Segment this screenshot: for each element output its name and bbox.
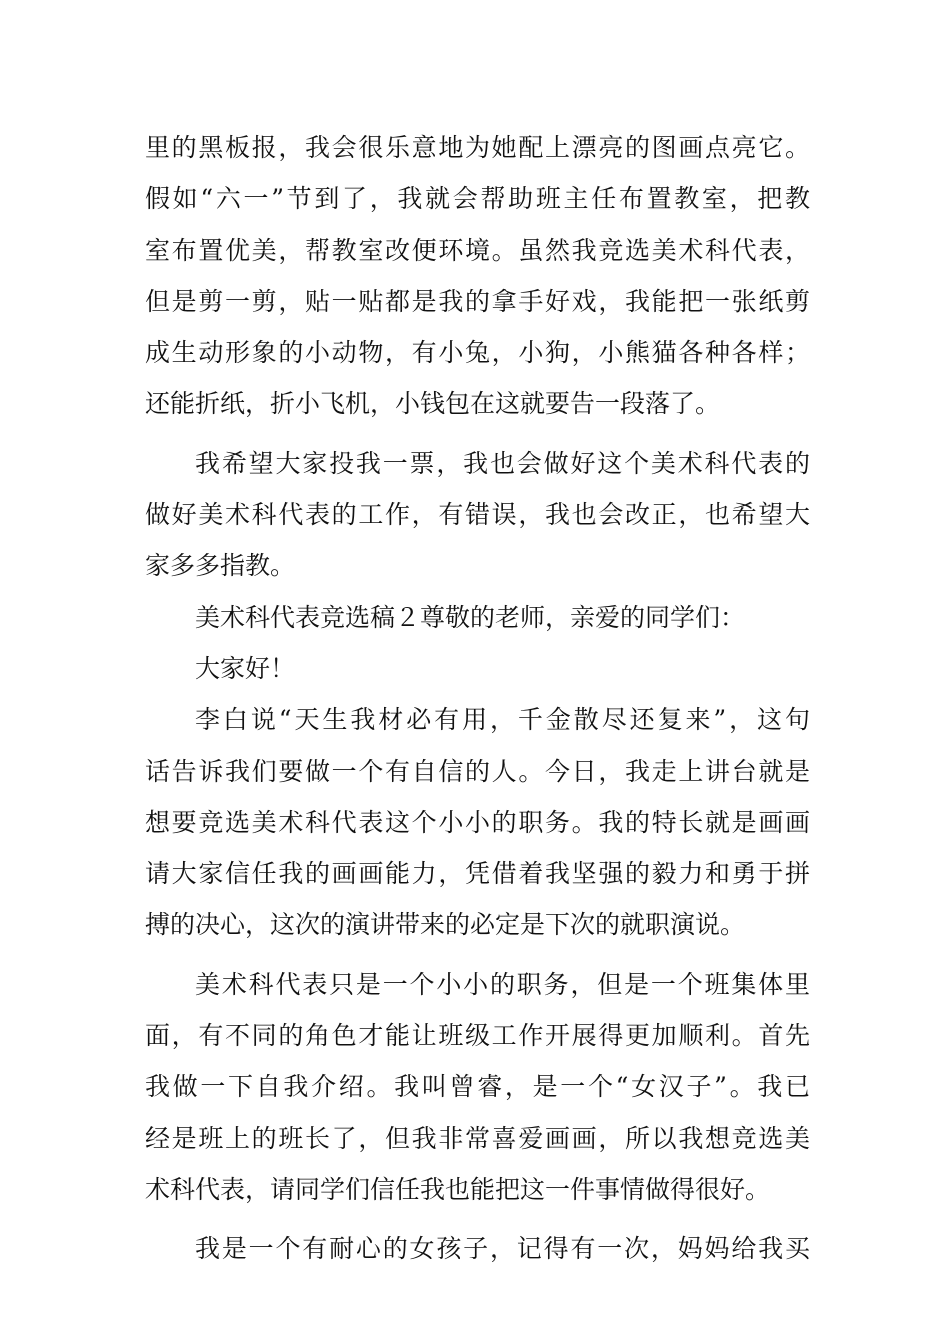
text-line: 但是剪一剪，贴一贴都是我的拿手好戏，我能把一张纸剪 [145, 286, 810, 316]
text-line: 面，有不同的角色才能让班级工作开展得更加顺利。首先 [145, 1021, 810, 1051]
text-line: 术科代表，请同学们信任我也能把这一件事情做得很好。 [145, 1174, 771, 1204]
text-line: 经是班上的班长了，但我非常喜爱画画，所以我想竞选美 [145, 1123, 810, 1153]
text-line: 还能折纸，折小飞机，小钱包在这就要告一段落了。 [145, 389, 721, 419]
text-line: 假如“六一”节到了，我就会帮助班主任布置教室，把教 [145, 184, 810, 214]
paragraph-first-line: 我是一个有耐心的女孩子，记得有一次，妈妈给我买 [195, 1234, 810, 1264]
document-body [145, 122, 810, 1275]
text-line: 家多多指教。 [145, 551, 296, 581]
text-line: 室布置优美，帮教室改便环境。虽然我竞选美术科代表， [145, 235, 810, 265]
text-line: 搏的决心，这次的演讲带来的必定是下次的就职演说。 [145, 910, 746, 940]
text-line: 成生动形象的小动物，有小兔，小狗，小熊猫各种各样； [145, 338, 810, 368]
text-line: 想要竞选美术科代表这个小小的职务。我的特长就是画画 [145, 807, 810, 837]
paragraph-first-line: 我希望大家投我一票，我也会做好这个美术科代表的 [195, 448, 810, 478]
greeting-line: 大家好！ [195, 653, 296, 683]
text-line: 话告诉我们要做一个有自信的人。今日，我走上讲台就是 [145, 756, 810, 786]
text-line: 请大家信任我的画画能力，凭借着我坚强的毅力和勇于拼 [145, 859, 810, 889]
text-line: 里的黑板报，我会很乐意地为她配上漂亮的图画点亮它。 [145, 133, 810, 162]
paragraph-first-line: 美术科代表只是一个小小的职务，但是一个班集体里 [195, 969, 810, 999]
paragraph-first-line: 李白说“天生我材必有用，千金散尽还复来”，这句 [195, 705, 810, 735]
section-heading-line: 美术科代表竞选稿２尊敬的老师，亲爱的同学们： [195, 602, 746, 632]
text-line: 我做一下自我介绍。我叫曾睿，是一个“女汉子”。我已 [145, 1072, 810, 1102]
text-line: 做好美术科代表的工作，有错误，我也会改正，也希望大 [145, 500, 810, 530]
